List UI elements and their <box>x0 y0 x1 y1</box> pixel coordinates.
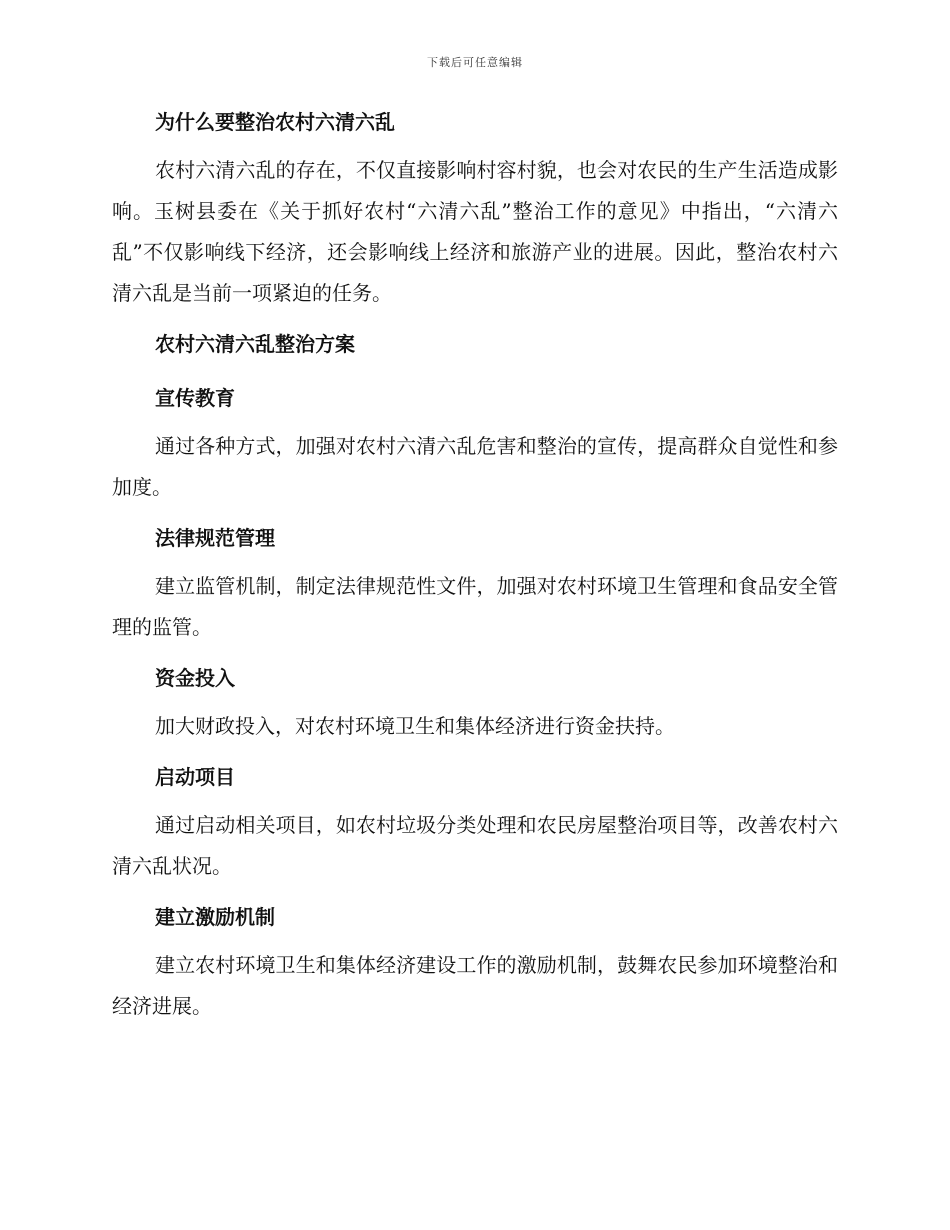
section-heading-funding: 资金投入 <box>155 666 235 690</box>
section-heading-projects: 启动项目 <box>155 765 235 789</box>
section-body-incentive: 建立农村环境卫生和集体经济建设工作的激励机制，鼓舞农民参加环境整治和经济进展。 <box>112 953 838 1018</box>
section-body-why: 农村六清六乱的存在，不仅直接影响村容村貌，也会对农民的生产生活造成影响。玉树县委在《关于抓好农村“六清六乱”整治工作的意见》中指出，“六清六乱”不仅影响线下经济，还会影响线上经济和旅游产业的进展。因此，整治农村六清六乱是当前一项紧迫的任务。 <box>112 158 838 305</box>
section-heading-plan: 农村六清六乱整治方案 <box>155 332 355 356</box>
section-body-projects: 通过启动相关项目，如农村垃圾分类处理和农民房屋整治项目等，改善农村六清六乱状况。 <box>112 813 838 878</box>
section-heading-law: 法律规范管理 <box>155 526 275 550</box>
section-heading-education: 宣传教育 <box>155 386 235 410</box>
section-body-funding: 加大财政投入，对农村环境卫生和集体经济进行资金扶持。 <box>155 714 675 738</box>
section-body-law: 建立监管机制，制定法律规范性文件，加强对农村环境卫生管理和食品安全管理的监管。 <box>112 574 838 639</box>
section-heading-incentive: 建立激励机制 <box>155 905 275 929</box>
section-body-education: 通过各种方式，加强对农村六清六乱危害和整治的宣传，提高群众自觉性和参加度。 <box>112 434 838 499</box>
document-body <box>112 108 838 1027</box>
page-header: 下载后可任意编辑 <box>427 56 523 69</box>
section-heading-why: 为什么要整治农村六清六乱 <box>155 110 395 134</box>
